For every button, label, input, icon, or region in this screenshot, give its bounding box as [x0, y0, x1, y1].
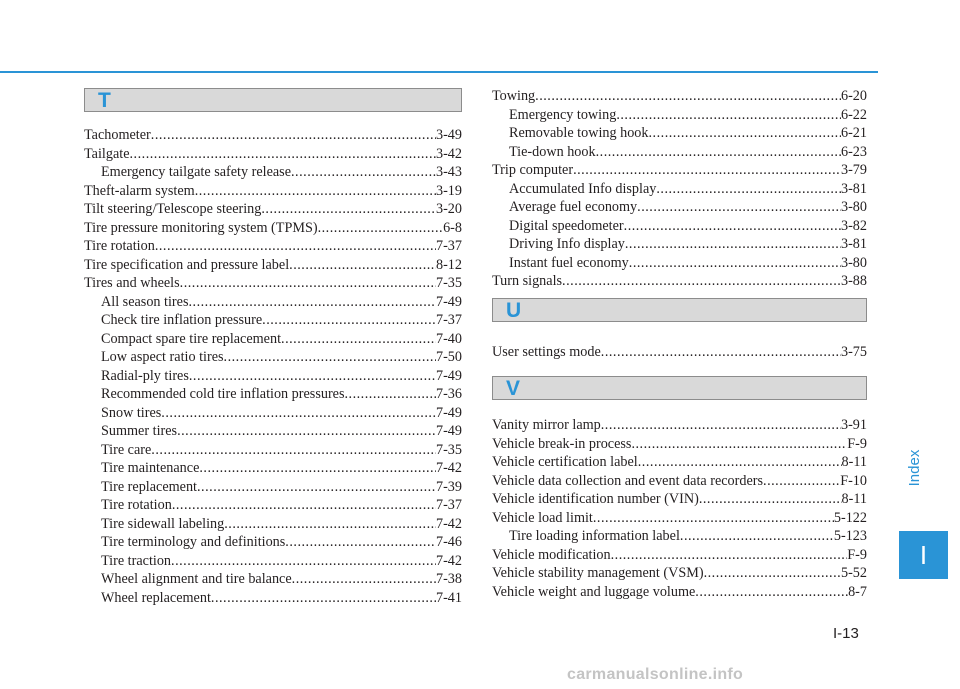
entry-label: Accumulated Info display — [509, 180, 657, 197]
entry-page: 3-43 — [435, 164, 462, 180]
watermark: carmanualsonline.info — [567, 666, 744, 683]
index-subentry — [84, 422, 462, 441]
entry-page: 3-80 — [840, 254, 867, 271]
entry-label: Vehicle certification label — [492, 454, 638, 470]
entry-label: Vehicle load limit — [492, 509, 593, 526]
page-number: I-13 — [833, 625, 859, 642]
index-entry — [84, 219, 462, 238]
leader-dots — [151, 126, 436, 145]
index-entry — [492, 453, 867, 472]
leader-dots — [262, 311, 436, 330]
entry-page: 3-42 — [435, 145, 462, 162]
leader-dots — [171, 552, 436, 571]
leader-dots — [281, 330, 436, 349]
entry-label: Tie-down hook — [509, 143, 596, 160]
index-entry — [84, 256, 462, 275]
index-entry — [492, 583, 867, 602]
entry-page: 8-11 — [841, 491, 867, 507]
entry-page: 6-20 — [840, 88, 867, 104]
entry-label: Tire replacement — [101, 478, 197, 495]
entry-label: Trip computer — [492, 162, 574, 178]
leader-dots — [318, 219, 444, 238]
leader-dots — [188, 293, 436, 312]
index-column-right — [492, 87, 867, 601]
entry-page: 5-122 — [833, 509, 867, 526]
leader-dots — [180, 274, 436, 293]
index-subentry — [492, 217, 867, 236]
entry-page: 3-81 — [840, 236, 867, 252]
entry-page: 7-42 — [435, 460, 462, 476]
leader-dots — [763, 472, 840, 491]
entry-page: 3-49 — [435, 127, 462, 143]
index-subentry — [84, 441, 462, 460]
entry-label: Instant fuel economy — [509, 254, 629, 271]
entry-label: User settings mode — [492, 343, 601, 360]
leader-dots — [562, 272, 841, 291]
index-subentry — [84, 533, 462, 552]
entry-page: 7-37 — [435, 312, 462, 328]
entry-label: Tire maintenance — [101, 460, 200, 476]
leader-dots — [224, 348, 436, 367]
index-entry — [492, 546, 867, 565]
index-subentry — [492, 124, 867, 143]
entry-label: Summer tires — [101, 423, 178, 439]
entry-page: 3-75 — [840, 343, 867, 360]
entry-page: 6-8 — [443, 219, 462, 236]
leader-dots — [189, 367, 436, 386]
index-subentry — [84, 293, 462, 312]
leader-dots — [195, 182, 436, 201]
index-entry — [492, 416, 867, 435]
entry-label: Vehicle break-in process — [492, 435, 632, 452]
entry-page: 3-79 — [840, 162, 867, 178]
index-entry — [84, 182, 462, 201]
entry-page: 7-37 — [435, 238, 462, 254]
entry-label: Tires and wheels — [84, 275, 180, 291]
leader-dots — [596, 143, 841, 162]
entry-page: 7-39 — [435, 478, 462, 495]
entry-label: Theft-alarm system — [84, 182, 195, 199]
leader-dots — [631, 435, 847, 454]
entry-label: Low aspect ratio tires — [101, 349, 224, 365]
index-subentry — [84, 404, 462, 423]
entry-page: 8-7 — [848, 583, 867, 600]
entry-label: Tire terminology and definitions — [101, 534, 286, 550]
entry-page: 3-19 — [435, 182, 462, 199]
entry-label: Tailgate — [84, 145, 130, 162]
entry-label: Tire traction — [101, 552, 172, 569]
entry-label: Tire pressure monitoring system (TPMS) — [84, 219, 318, 236]
entry-page: 7-49 — [435, 423, 462, 439]
leader-dots — [151, 441, 436, 460]
entry-page: 3-20 — [435, 201, 462, 217]
entry-list — [492, 343, 867, 362]
entry-page: 6-23 — [840, 143, 867, 160]
index-entry — [492, 472, 867, 491]
entry-label: Tilt steering/Telescope steering — [84, 201, 262, 217]
leader-dots — [629, 254, 841, 273]
entry-label: Average fuel economy — [509, 199, 638, 215]
index-subentry — [84, 589, 462, 608]
entry-page: 3-88 — [840, 273, 867, 289]
index-subentry — [84, 478, 462, 497]
section-letter: U — [506, 298, 522, 322]
leader-dots — [161, 404, 436, 423]
leader-dots — [172, 496, 436, 515]
index-subentry — [84, 570, 462, 589]
entry-list — [84, 126, 462, 607]
entry-label: Radial-ply tires — [101, 367, 189, 384]
entry-page: 8-11 — [841, 454, 867, 470]
leader-dots — [699, 490, 842, 509]
leader-dots — [656, 180, 841, 199]
entry-label: Turn signals — [492, 273, 563, 289]
entry-label: Tachometer — [84, 127, 151, 143]
entry-page: F-9 — [847, 435, 867, 452]
leader-dots — [680, 527, 834, 546]
entry-page: F-9 — [847, 546, 867, 563]
entry-label: Tire specification and pressure label — [84, 256, 290, 273]
entry-page: 3-81 — [840, 180, 867, 197]
leader-dots — [649, 124, 841, 143]
index-entry — [492, 509, 867, 528]
entry-page: 6-21 — [840, 125, 867, 141]
index-subentry — [84, 385, 462, 404]
leader-dots — [130, 145, 436, 164]
entry-list — [492, 416, 867, 601]
entry-page: 7-49 — [435, 404, 462, 421]
index-entry — [492, 490, 867, 509]
side-tab-label: Index — [906, 449, 923, 487]
entry-label: Tire rotation — [101, 497, 172, 513]
index-entry — [492, 435, 867, 454]
entry-page: 6-22 — [840, 106, 867, 123]
section-header-v — [492, 376, 867, 400]
entry-label: Towing — [492, 88, 536, 104]
entry-label: Wheel replacement — [101, 589, 211, 606]
index-subentry — [492, 198, 867, 217]
leader-dots — [211, 589, 436, 608]
leader-dots — [638, 453, 842, 472]
entry-label: Tire rotation — [84, 238, 155, 254]
index-entry — [492, 564, 867, 583]
section-letter: V — [506, 377, 521, 400]
leader-dots — [199, 459, 436, 478]
entry-page: 7-49 — [435, 293, 462, 310]
leader-dots — [593, 509, 834, 528]
entry-page: 7-38 — [435, 571, 462, 587]
entry-page: 3-91 — [840, 417, 867, 433]
index-entry — [84, 200, 462, 219]
entry-page: 7-35 — [435, 275, 462, 291]
entry-label: Tire loading information label — [509, 528, 680, 544]
entry-page: 7-50 — [435, 349, 462, 365]
entry-page: 5-52 — [840, 565, 867, 581]
entry-page: 7-36 — [435, 386, 462, 402]
entry-label: Tire care — [101, 441, 152, 458]
top-rule — [0, 71, 878, 73]
index-entry — [84, 145, 462, 164]
leader-dots — [197, 478, 436, 497]
entry-label: Emergency towing — [509, 106, 617, 123]
entry-page: F-10 — [840, 472, 867, 489]
entry-label: Removable towing hook — [509, 125, 649, 141]
index-subentry — [492, 527, 867, 546]
leader-dots — [611, 546, 848, 565]
index-entry — [492, 161, 867, 180]
entry-label: Vehicle stability management (VSM) — [492, 565, 704, 581]
entry-label: Digital speedometer — [509, 217, 624, 234]
leader-dots — [344, 385, 436, 404]
index-subentry — [492, 143, 867, 162]
entry-label: Wheel alignment and tire balance — [101, 571, 292, 587]
leader-dots — [291, 163, 436, 182]
entry-label: Vehicle modification — [492, 546, 611, 563]
index-column-left — [84, 88, 462, 607]
entry-page: 7-41 — [435, 589, 462, 606]
index-subentry — [84, 348, 462, 367]
entry-page: 7-37 — [435, 497, 462, 513]
leader-dots — [637, 198, 841, 217]
section-letter: T — [98, 89, 111, 112]
index-subentry — [84, 552, 462, 571]
section-header-t — [84, 88, 462, 112]
index-subentry — [84, 367, 462, 386]
entry-page: 7-42 — [435, 552, 462, 569]
entry-page: 7-42 — [435, 515, 462, 532]
side-tab: I — [899, 531, 948, 579]
leader-dots — [695, 583, 848, 602]
index-entry — [84, 126, 462, 145]
index-subentry — [84, 330, 462, 349]
entry-label: Vehicle data collection and event data recorders — [492, 472, 764, 489]
leader-dots — [704, 564, 841, 583]
entry-page: 7-46 — [435, 534, 462, 550]
entry-label: Compact spare tire replacement — [101, 330, 282, 347]
index-subentry — [84, 496, 462, 515]
entry-page: 8-12 — [435, 256, 462, 273]
index-entry — [492, 87, 867, 106]
index-subentry — [492, 235, 867, 254]
leader-dots — [573, 161, 841, 180]
index-entry — [492, 343, 867, 362]
entry-page: 5-123 — [833, 528, 867, 544]
leader-dots — [155, 237, 436, 256]
entry-page: 3-80 — [840, 199, 867, 215]
entry-label: Emergency tailgate safety release — [101, 164, 291, 180]
entry-label: Driving Info display — [509, 236, 625, 252]
index-subentry — [84, 163, 462, 182]
leader-dots — [261, 200, 436, 219]
entry-label: Tire sidewall labeling — [101, 515, 225, 532]
leader-dots — [601, 416, 841, 435]
section-header-u — [492, 298, 867, 322]
entry-label: Vehicle weight and luggage volume — [492, 583, 696, 600]
index-subentry — [492, 180, 867, 199]
index-entry — [84, 237, 462, 256]
leader-dots — [624, 217, 841, 236]
leader-dots — [224, 515, 436, 534]
entry-label: All season tires — [101, 293, 189, 310]
index-subentry — [492, 254, 867, 273]
leader-dots — [289, 256, 436, 275]
entry-page: 7-40 — [435, 330, 462, 347]
index-subentry — [84, 459, 462, 478]
entry-page: 3-82 — [840, 217, 867, 234]
leader-dots — [535, 87, 841, 106]
entry-label: Vehicle identification number (VIN) — [492, 491, 699, 507]
leader-dots — [625, 235, 841, 254]
index-subentry — [84, 311, 462, 330]
entry-label: Snow tires — [101, 404, 162, 421]
entry-list — [492, 87, 867, 291]
leader-dots — [177, 422, 436, 441]
leader-dots — [601, 343, 841, 362]
index-entry — [492, 272, 867, 291]
entry-label: Recommended cold tire inflation pressures — [101, 386, 345, 402]
leader-dots — [292, 570, 436, 589]
leader-dots — [285, 533, 436, 552]
index-subentry — [492, 106, 867, 125]
entry-page: 7-49 — [435, 367, 462, 384]
leader-dots — [616, 106, 841, 125]
entry-page: 7-35 — [435, 441, 462, 458]
entry-label: Check tire inflation pressure — [101, 312, 263, 328]
entry-label: Vanity mirror lamp — [492, 417, 601, 433]
index-subentry — [84, 515, 462, 534]
index-entry — [84, 274, 462, 293]
